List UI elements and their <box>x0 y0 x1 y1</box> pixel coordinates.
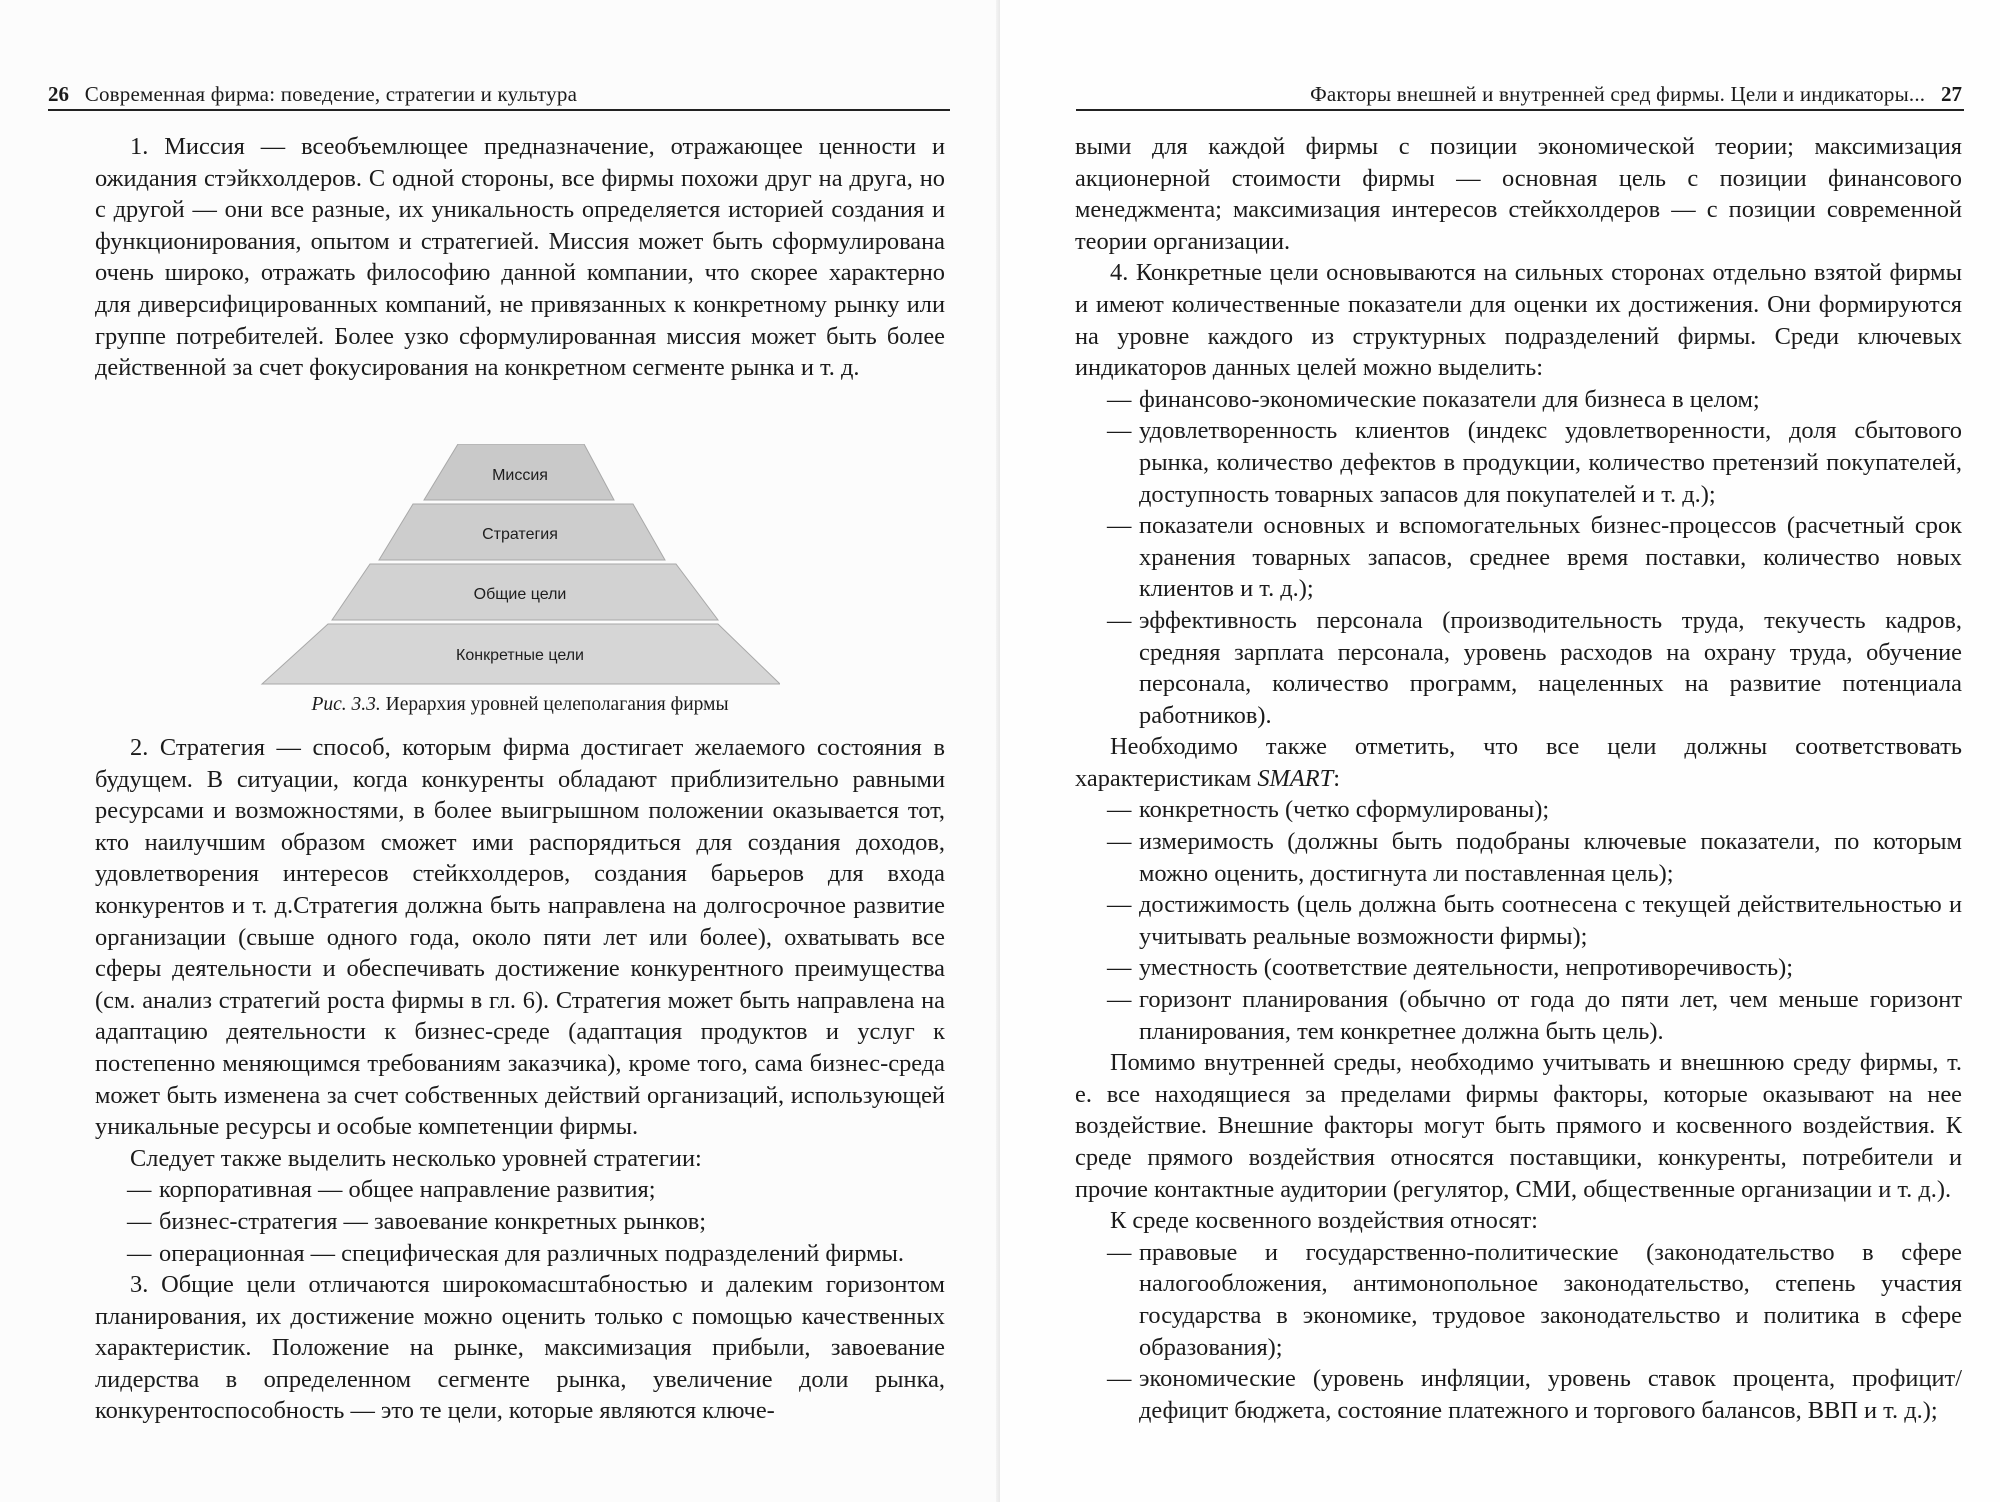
figure-caption <box>95 692 945 718</box>
list-item: — удовлетворенность клиентов (индекс удовлетворенности, доля сбытового рынка, количество дефектов в продукции, количество претензий покупателей, доступность товарных запасов для покупателей и т. д.); <box>1075 415 1962 510</box>
list-item: — операционная — специфическая для различных подразделений фирмы. <box>95 1238 945 1270</box>
smart-term: SMART <box>1257 764 1334 792</box>
strategy-levels-list <box>95 1174 945 1269</box>
mission-paragraph: 1. Миссия — всеобъемлющее предназначение, отражающее ценности и ожидания стэйкхолдеров. С одной стороны, все фирмы похожи друг на друга, но с другой — они все разные, их уникальность определяется историей создания и функционирования, опытом и стратегией. Миссия может быть сформулирована очень широко, отражать философию данной компании, что скорее характерно для диверсифицированных компаний, не привязанных к конкретному рынку или группе потребителей. Более узко сформулированная миссия может быть более действенной за счет фокусирования на конкретном сегменте рынка и т. д. <box>95 133 945 382</box>
list-item: — финансово-экономические показатели для бизнеса в целом; <box>1075 384 1962 416</box>
specific-goals-paragraph: 4. Конкретные цели основываются на сильных сторонах отдельно взятой фирмы и имеют количественные показатели для оценки их достижения. Они формируются на уровне каждого из структурных подразделений фирмы. Среди ключевых индикаторов данных целей можно выделить: <box>1075 259 1962 382</box>
pyramid-label-mission: Миссия <box>492 467 548 484</box>
indirect-factors-list <box>1075 1237 1962 1427</box>
left-page-number: 26 <box>48 82 69 106</box>
list-item: — экономические (уровень инфляции, уровень ставок процента, профицит/дефицит бюджета, состояние платежного и торгового балансов, ВВП и т. д.); <box>1075 1363 1962 1426</box>
smart-list <box>1075 794 1962 1047</box>
strategy-levels-intro: Следует также выделить несколько уровней стратегии: <box>130 1144 702 1172</box>
right-column-text <box>1075 131 1962 1426</box>
list-item: — конкретность (четко сформулированы); <box>1075 794 1962 826</box>
list-item: — достижимость (цель должна быть соотнесена с текущей действительностью и учитывать реальные возможности фирмы); <box>1075 889 1962 952</box>
left-header-rule <box>48 109 950 111</box>
right-page-number: 27 <box>1941 82 1962 106</box>
list-item: — горизонт планирования (обычно от года до пяти лет, чем меньше горизонт планирования, тем конкретнее должна быть цель). <box>1075 984 1962 1047</box>
right-running-header <box>1076 80 1962 112</box>
right-running-title: Факторы внешней и внутренней сред фирмы. Цели и индикаторы... <box>1310 82 1926 106</box>
pyramid-label-general-goals: Общие цели <box>473 586 567 603</box>
smart-intro <box>1075 731 1962 794</box>
list-item: — измеримость (должны быть подобраны ключевые показатели, по которым можно оценить, достигнута ли поставленная цель); <box>1075 826 1962 889</box>
indirect-intro: К среде косвенного воздействия относят: <box>1110 1207 1538 1235</box>
list-item: — бизнес-стратегия — завоевание конкретных рынков; <box>95 1206 945 1238</box>
external-environment-paragraph: Помимо внутренней среды, необходимо учитывать и внешнюю среду фирмы, т. е. все находящиеся за пределами фирмы факторы, которые оказывают на нее воздействие. Внешние факторы могут быть прямого и косвенного воздействия. К среде прямого воздействия относятся поставщики, конкуренты, потребители и прочие контактные аудитории (регулятор, СМИ, общественные организации и т. д.). <box>1075 1049 1962 1203</box>
smart-intro-after: : <box>1333 764 1341 792</box>
goal-hierarchy-pyramid <box>260 444 780 690</box>
smart-intro-before: Необходимо также отметить, что все цели должны соответствовать характеристикам <box>1075 733 1962 792</box>
left-running-header <box>48 80 950 112</box>
left-running-title: Современная фирма: поведение, стратегии и культура <box>84 82 578 106</box>
left-top-text <box>95 131 945 384</box>
figure-caption-text: Иерархия уровней целеполагания фирмы <box>385 694 729 715</box>
strategy-paragraph: 2. Стратегия — способ, которым фирма достигает желаемого состояния в будущем. В ситуации, когда конкуренты обладают приблизительно равными ресурсами и возможностями, в более выигрышном положении оказывается тот, кто наилучшим образом сможет ими распорядиться для создания доходов, удовлетворения интересов стейкхолдеров, создания барьеров для входа конкурентов и т. д.Стратегия должна быть направлена на долгосрочное развитие организации (свыше одного года, около пяти лет или более), охватывать все сферы деятельности и обеспечивать достижение конкурентного преимущества (см. анализ стратегий роста фирмы в гл. 6). Стратегия может быть направлена на адаптацию деятельности к бизнес-среде (адаптация продуктов и услуг к постепенно меняющимся требованиям заказчика), кроме того, сама бизнес-среда может быть изменена за счет собственных действий организаций, использующей уникальные ресурсы и особые компетенции фирмы. <box>95 734 945 1141</box>
pyramid-label-specific-goals: Конкретные цели <box>456 647 584 664</box>
continuation-paragraph: выми для каждой фирмы с позиции экономической теории; максимизация акционерной стоимости фирмы — основная цель с позиции финансового менеджмента; максимизация интересов стейкхолдеров — с позиции современной теории организации. <box>1075 133 1962 255</box>
right-header-rule <box>1076 109 1964 111</box>
list-item: — уместность (соответствие деятельности, непротиворечивость); <box>1075 952 1962 984</box>
indicators-list <box>1075 384 1962 732</box>
list-item: — корпоративная — общее направление развития; <box>95 1174 945 1206</box>
left-bottom-text <box>95 732 945 1427</box>
pyramid-label-strategy: Стратегия <box>482 526 558 543</box>
list-item: — показатели основных и вспомогательных бизнес-процессов (расчетный срок хранения товарных запасов, среднее время поставки, количество новых клиентов и т. д.); <box>1075 510 1962 605</box>
figure-caption-number: Рис. 3.3. <box>311 694 381 715</box>
general-goals-paragraph: 3. Общие цели отличаются широкомасштабностью и далеким горизонтом планирования, их достижение можно оценить только с помощью качественных характеристик. Положение на рынке, максимизация прибыли, завоевание лидерства в определенном сегменте рынка, увеличение доли рынка, конкурентоспособность — это те цели, которые являются ключе- <box>95 1271 945 1425</box>
list-item: — эффективность персонала (производительность труда, текучесть кадров, средняя зарплата персонала, уровень расходов на охрану труда, обучение персонала, количество программ, нацеленных на развитие потенциала работников). <box>1075 605 1962 731</box>
list-item: — правовые и государственно-политические (законодательство в сфере налогообложения, антимонопольное законодательство, степень участия государства в экономике, трудовое законодательство и политика в сфере образования); <box>1075 1237 1962 1363</box>
